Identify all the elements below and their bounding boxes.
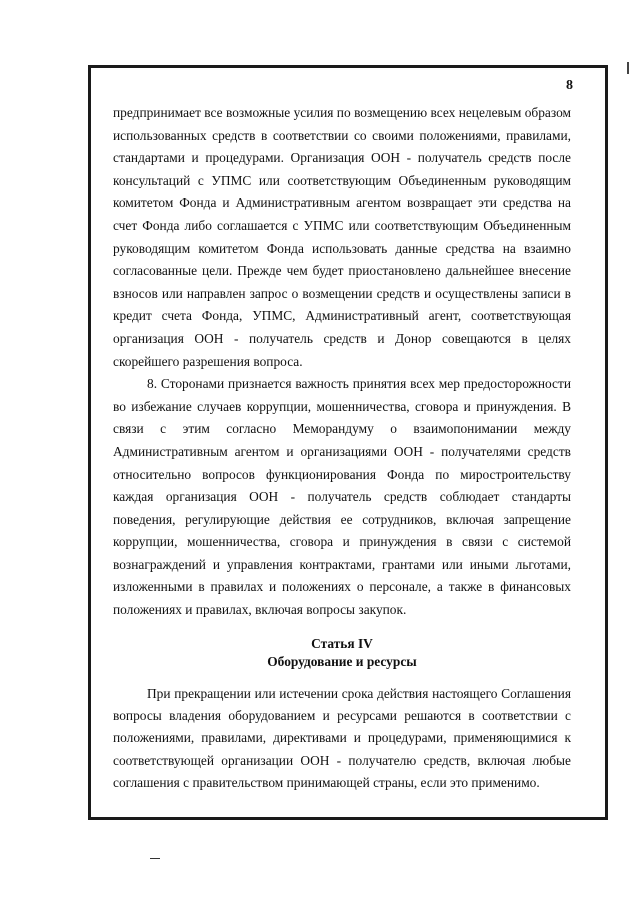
footer-mark [150, 858, 160, 859]
paragraph-continuation: предпринимает все возможные усилия по возмещению всех нецелевым образом использованных средств в соответствии со своими положениями, правилами, стандартами и процедурами. Организация ООН - получатель средств после консультаций с УПМС или соответствующим Объединенным руководящим комитетом Фонда и Административным агентом возвращает эти средства на счет Фонда либо соглашается с УПМС или соответствующим Объединенным руководящим комитетом Фонда использовать данные средства на взаимно согласованные цели. Прежде чем будет приостановлено дальнейшее внесение взносов или направлен запрос о возмещении средств и осуществлены записи в кредит счета Фонда, УПМС, Административный агент, соответствующая организация ООН - получатель средств и Донор совещаются в целях скорейшего разрешения вопроса. [113, 105, 571, 369]
article-title: Оборудование и ресурсы [267, 653, 417, 669]
article-number: Статья IV [311, 635, 373, 651]
scan-edge-mark [627, 62, 629, 74]
paragraph-equipment: При прекращении или истечении срока действия настоящего Соглашения вопросы владения оборудованием и ресурсами решаются в соответствии с положениями, правилами, директивами и процедурами, применяющимися к соответствующей организации ООН - получателю средств, включая любые соглашения с правительством принимающей страны, если это применимо. [113, 685, 571, 790]
paragraph-8: 8. Сторонами признается важность принятия всех мер предосторожности во избежание случаев коррупции, мошенничества, сговора и принуждения. В связи с этим согласно Меморандуму о взаимопонимании между Административным агентом и организациями ООН - получателями средств относительно вопросов функционирования Фонда по миростроительству каждая организация ООН - получатель средств соблюдает стандарты поведения, регулирующие действия ее сотрудников, включая запрещение коррупции, мошенничества, сговора и принуждения в связи с системой вознаграждений и управления контрактами, грантами или иными льготами, изложенными в правилах и положениях о персонале, а также в финансовых положениях и правилах, включая вопросы закупок. [113, 376, 571, 618]
page-number: 8 [566, 78, 573, 93]
document-body [113, 102, 571, 794]
article-heading [113, 635, 571, 671]
